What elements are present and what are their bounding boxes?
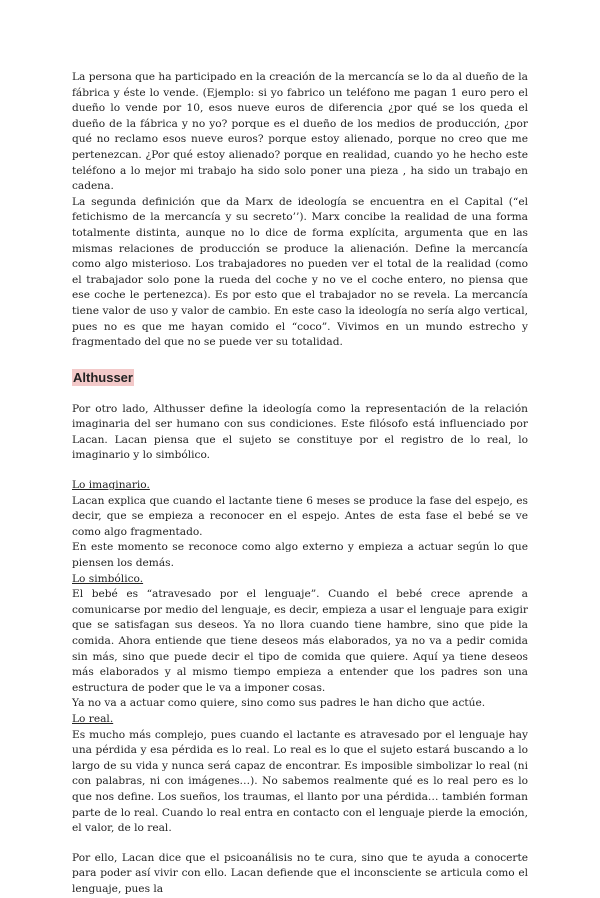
- simbolico-paragraph-2: Ya no va a actuar como quiere, sino como sus padres le han dicho que actúe.: [72, 697, 486, 710]
- simbolico-paragraph-1: El bebé es “atravesado por el lenguaje”. Cuando el bebé crece aprende a comunicarse por medio del lenguaje, es decir, empieza a usar el lenguaje para exigir que se satisfagan sus deseos. Ya no llora cuando tiene hambre, sino que pide la comida. Ahora entiende que tiene deseos más elaborados, ya no va a pedir comida sin más, sino que puede decir el tipo de comida que quiere. Aquí ya tiene deseos más elaborados y al mismo tiempo empieza a entender que los padres son una estructura de poder que le va a imponer cosas.: [72, 588, 528, 694]
- section-heading-althusser: Althusser: [73, 369, 133, 385]
- althusser-paragraph: Por otro lado, Althusser define la ideología como la representación de la relación imaginaria del ser humano con sus condiciones. Este filósofo está influenciado por Lacan. Lacan piensa que el sujeto se constituye por el registro de lo real, lo imaginario y lo simbólico.: [72, 402, 528, 462]
- imaginario-paragraph-2: En este momento se reconoce como algo externo y empieza a actuar según lo que piensen los demás.: [72, 541, 528, 570]
- subheading-real: Lo real.: [72, 712, 114, 725]
- imaginario-paragraph-1: Lacan explica que cuando el lactante tiene 6 meses se produce la fase del espejo, es decir, que se empieza a reconocer en el espejo. Antes de esta fase el bebé se ve como algo fragmentado.: [72, 494, 528, 538]
- intro-paragraph: La persona que ha participado en la creación de la mercancía se lo da al dueño de la fábrica y éste lo vende. (Ejemplo: si yo fabrico un teléfono me pagan 1 euro pero el dueño lo vende por 10, esos nueve euros de diferencia ¿por qué se los queda el dueño de la fábrica y no yo? porque es el dueño de los medios de producción, ¿por qué no reclamo esos nueve euros? porque estoy alienado, porque no creo que me pertenezcan. ¿Por qué estoy alienado? porque en realidad, cuando yo he hecho este teléfono a lo mejor mi trabajo ha sido solo poner una pieza , ha sido un trabajo en cadena.: [72, 71, 528, 193]
- real-paragraph: Es mucho más complejo, pues cuando el lactante es atravesado por el lenguaje hay una pérdida y esa pérdida es lo real. Lo real es lo que el sujeto estará buscando a lo largo de su vida y nunca será capaz de encontrar. Es imposible simbolizar lo real (ni con palabras, ni con imágenes…). No sabemos realmente qué es lo real pero es lo que nos define. Los sueños, los traumas, el llanto por una pérdida… también forman parte de lo real. Cuando lo real entra en contacto con el lenguaje pierde la emoción, el valor, de lo real.: [72, 728, 528, 835]
- marx-paragraph: La segunda definición que da Marx de ideología se encuentra en el Capital (“el fetichismo de la mercancía y su secreto’’). Marx concibe la realidad de una forma totalmente distinta, aunque no lo dice de forma explícita, argumenta que en las mismas relaciones de producción se produce la alienación. Define la mercancía como algo misterioso. Los trabajadores no pueden ver el total de la realidad (como el trabajador solo pone la rueda del coche y no ve el coche entero, no piensa que ese coche le pertenezca). Es por esto que el trabajador no se revela. La mercancía tiene valor de uso y valor de cambio. En este caso la ideología no sería algo vertical, pues no es que me hayan comido el “coco”. Vivimos en un mundo estrecho y fragmentado del que no se puede ver su totalidad.: [72, 195, 528, 349]
- subheading-simbolico: Lo simbólico.: [72, 572, 144, 585]
- subheading-imaginario: Lo imaginario.: [72, 479, 150, 492]
- closing-paragraph: Por ello, Lacan dice que el psicoanálisis no te cura, sino que te ayuda a conocerte para poder así vivir con ello. Lacan defiende que el inconsciente se articula como el lenguaje, pues la: [72, 851, 528, 895]
